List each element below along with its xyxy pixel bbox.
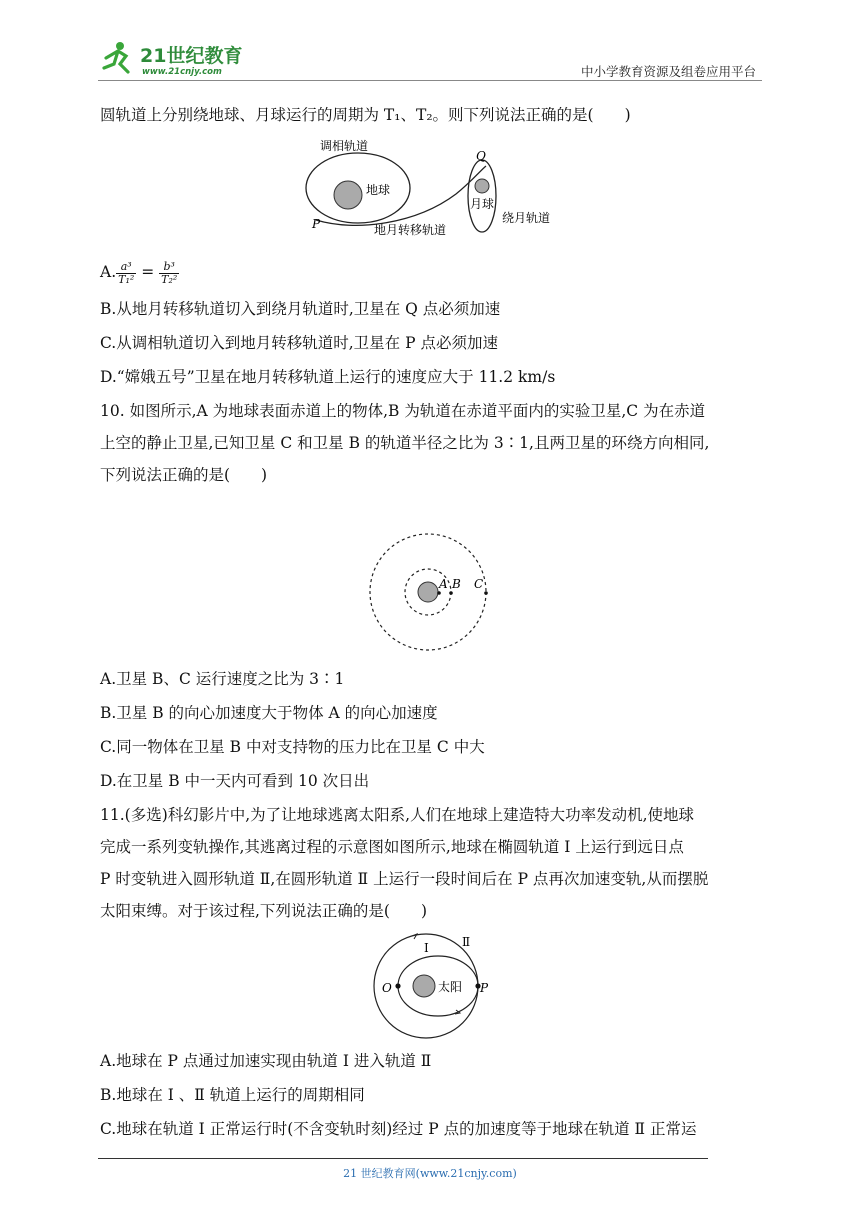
q10-option-c: C.同一物体在卫星 B 中对支持物的压力比在卫星 C 中大 [100,738,485,756]
q11-stem-line1: 11.(多选)科幻影片中,为了让地球逃离太阳系,人们在地球上建造特大功率发动机,使地球 [100,806,695,824]
q9-option-c: C.从调相轨道切入到地月转移轨道时,卫星在 P 点必须加速 [100,334,498,352]
q11-option-c: C.地球在轨道 Ⅰ 正常运行时(不含变轨时刻)经过 P 点的加速度等于地球在轨道 Ⅱ 正常运 [100,1120,697,1138]
fraction-right: $\frac{\text{b³}}{\text{T₂²}}$ [161,259,178,286]
label-lunar-orbit: 绕月轨道 [502,211,551,225]
logo-url: www.21cnjy.com [142,67,222,77]
label-phasing-orbit: 调相轨道 [320,139,369,153]
q11-stem-line3: P 时变轨进入圆形轨道 Ⅱ,在圆形轨道 Ⅱ 上运行一段时间后在 P 点再次加速变轨,从而摆脱 [100,870,709,888]
runner-icon [104,42,128,72]
q11-option-a: A.地球在 P 点通过加速实现由轨道 Ⅰ 进入轨道 Ⅱ [100,1052,432,1070]
site-name: 中小学教育资源及组卷应用平台 [580,64,756,79]
q9-stem-tail: 圆轨道上分别绕地球、月球运行的周期为 T₁、T₂。则下列说法正确的是( ) [100,106,631,124]
label-A: A [439,577,448,591]
label-B: B [452,577,461,591]
q10-orbit-figure [368,532,492,656]
q10-stem-line1: 10. 如图所示,A 为地球表面赤道上的物体,B 为轨道在赤道平面内的实验卫星,C 为在赤道 [100,402,706,420]
label-Q: Q [476,149,486,163]
site-logo [96,38,256,78]
label-earth: 地球 [366,183,391,197]
equals-sign: = [141,263,155,281]
q11-stem-line2: 完成一系列变轨操作,其逃离过程的示意图如图所示,地球在椭圆轨道 Ⅰ 上运行到远日点 [100,838,684,856]
header-divider [98,80,762,81]
q10-option-d: D.在卫星 B 中一天内可看到 10 次日出 [100,772,370,790]
label-moon: 月球 [470,197,495,211]
label-orbit-I: Ⅰ [424,941,429,955]
q10-stem-line3: 下列说法正确的是( ) [100,466,268,484]
q11-option-b: B.地球在 Ⅰ 、Ⅱ 轨道上运行的周期相同 [100,1086,365,1104]
q9-orbit-figure [296,134,586,244]
label-sun: 太阳 [438,980,463,994]
footer-divider [98,1158,708,1159]
q10-stem-line2: 上空的静止卫星,已知卫星 C 和卫星 B 的轨道半径之比为 3∶1,且两卫星的环绕方向相同, [100,434,710,452]
label-C: C [474,577,484,591]
q10-option-a: A.卫星 B、C 运行速度之比为 3∶1 [100,670,345,688]
q9-option-a [100,254,179,290]
q10-option-b: B.卫星 B 的向心加速度大于物体 A 的向心加速度 [100,704,438,722]
q9-option-d: D.“嫦娥五号”卫星在地月转移轨道上运行的速度应大于 11.2 km/s [100,368,556,386]
label-P: P [480,981,489,995]
label-O: O [382,981,392,995]
label-transfer-orbit: 地月转移轨道 [374,223,447,237]
label-P: P [312,217,321,231]
option-a-prefix: A. [100,263,117,281]
label-orbit-II: Ⅱ [462,935,471,949]
fraction-left: $\frac{\text{a³}}{\text{T₁²}}$ [118,259,135,286]
q9-option-b: B.从地月转移轨道切入到绕月轨道时,卫星在 Q 点必须加速 [100,300,501,318]
footer-link[interactable]: 21 世纪教育网(www.21cnjy.com) [343,1167,517,1180]
q11-orbit-figure [366,930,496,1042]
q11-stem-line4: 太阳束缚。对于该过程,下列说法正确的是( ) [100,902,428,920]
logo-text: 21世纪教育 [140,45,243,67]
